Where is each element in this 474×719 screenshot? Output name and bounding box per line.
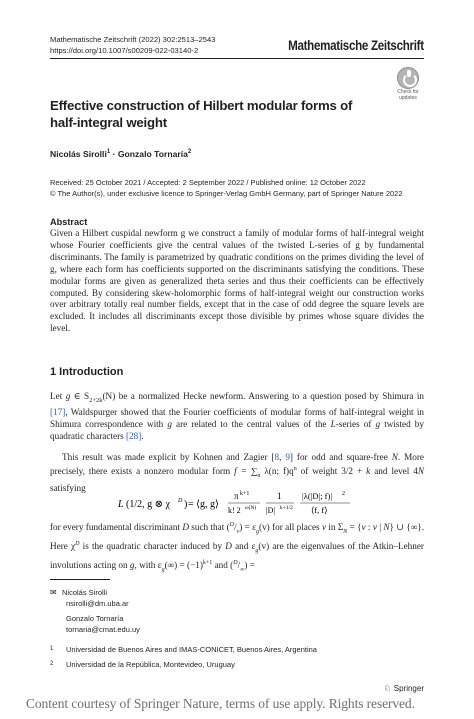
refresh-icon bbox=[397, 67, 419, 89]
svg-text:k+1/2: k+1/2 bbox=[280, 505, 293, 511]
affiliation-footnote: 1 Universidad de Buenos Aires and IMAS-CONICET, Buenos Aires, Argentina bbox=[50, 645, 317, 654]
journal-citation: Mathematische Zeitschrift (2022) 302:2513–2543 bbox=[50, 35, 216, 44]
journal-name: Mathematische Zeitschrift bbox=[288, 38, 424, 53]
svg-text:D: D bbox=[178, 498, 183, 504]
citation-link[interactable]: [28] bbox=[126, 430, 142, 441]
author-list bbox=[50, 149, 191, 159]
abstract-text: Given a Hilbert cuspidal newform g we construct a family of modular forms of half-integral weight whose Fourier coefficients give the central values of the twisted L-series of g by fundamental discriminants. The family is parametrized by quadratic conditions on the primes dividing the level of g, where each form has coefficients supported on the discriminants satisfying the conditions. These modular forms are given as generalized theta series and thus their coefficients can be effectively computed. By considering skew-holomorphic forms of half-integral weight our construction works over arbitrary totally real number fields, except that in the case of odd degree the square levels are excluded. It includes all discriminants except those divisible by primes whose square divides the level. bbox=[50, 228, 424, 334]
correspondence-block bbox=[50, 588, 140, 635]
author-separator: · bbox=[110, 149, 118, 159]
article-title: Effective construction of Hilbert modular forms of half-integral weight bbox=[50, 98, 353, 130]
central-value-formula bbox=[118, 489, 378, 519]
abstract-heading: Abstract bbox=[50, 217, 88, 227]
courtesy-notice: Content courtesy of Springer Nature, terms of use apply. Rights reserved. bbox=[26, 696, 415, 711]
svg-text:): ) bbox=[184, 499, 188, 510]
body-paragraph: Let g ∈ $S_{2+2k}(N)$ be a normalized Hecke newform. Answering to a question posed by Shimura in [17], Waldspurger showed that the Fourier coefficients of modular forms of half-integral weight in Shimura correspondence with g are related to the central values of the L-series of g twisted by quadratic characters [28]. bbox=[50, 391, 424, 441]
contact-email[interactable]: tornaria@cmat.edu.uy bbox=[66, 624, 140, 634]
affiliation-footnote: 2 Universidad de la República, Montevideo, Uruguay bbox=[50, 660, 235, 669]
body-paragraph: for every fundamental discriminant D such that $(^D/_v) = \varepsilon_g(v)$ for all places v in $\Sigma_N = \{v$ : v | N} ∪ {∞}. Here $\chi^D$ is the quadratic character induced by D and $\varepsilon_g(v)$ are the eigenvalues of the Atkin–Lehner involutions acting on g, with $\varepsilon_g(\infty) = (-1)^{k+1}$ and $(^D/_\infty)$ = bbox=[50, 522, 424, 573]
citation-link[interactable]: [17] bbox=[50, 406, 66, 417]
svg-text:⟨f, f⟩: ⟨f, f⟩ bbox=[311, 505, 328, 515]
svg-text:π: π bbox=[234, 491, 239, 501]
section-heading: 1 Introduction bbox=[50, 366, 124, 378]
svg-text:= ⟨g, g⟩: = ⟨g, g⟩ bbox=[188, 499, 219, 510]
citation-link[interactable]: 8 bbox=[274, 452, 280, 462]
contact-email[interactable]: nsirolli@dm.uba.ar bbox=[66, 598, 129, 608]
header-rule bbox=[50, 58, 424, 59]
doi-link[interactable]: https://doi.org/10.1007/s00209-022-03140-2 bbox=[50, 46, 199, 55]
publisher-logo bbox=[383, 684, 424, 694]
copyright-notice: © The Author(s), under exclusive licence to Springer-Verlag GmbH Germany, part of Springer Nature 2022 bbox=[50, 189, 403, 198]
svg-text:k! 2: k! 2 bbox=[228, 506, 241, 515]
svg-text:L: L bbox=[118, 499, 124, 510]
author-name[interactable]: Nicolás Sirolli bbox=[50, 149, 107, 159]
svg-text:1: 1 bbox=[277, 491, 282, 501]
svg-text:2: 2 bbox=[342, 491, 345, 497]
publication-history bbox=[50, 177, 403, 199]
badge-label: Check for updates bbox=[397, 89, 419, 101]
check-for-updates-badge[interactable] bbox=[393, 67, 423, 101]
citation-link[interactable]: 9 bbox=[285, 452, 290, 462]
contact-name: Nicolás Sirolli bbox=[62, 588, 108, 597]
affiliation-marker: 2 bbox=[187, 149, 192, 156]
svg-text:|λ(|D|; f)|: |λ(|D|; f)| bbox=[302, 491, 333, 501]
svg-text:(1/2, g ⊗ χ: (1/2, g ⊗ χ bbox=[126, 499, 170, 510]
svg-text:ω(N): ω(N) bbox=[245, 505, 257, 511]
svg-text:|D|: |D| bbox=[266, 506, 275, 515]
author-name[interactable]: Gonzalo Tornaría bbox=[117, 149, 188, 159]
body-paragraph: This result was made explicit by Kohnen and Zagier [8, 9] for odd and square-free N. More precisely, there exists a nonzero modular form $f = \sum_n$ λ(n; $f)q^n$ of weight 3/2 + k and level 4N satisfying bbox=[50, 452, 425, 493]
footnote-rule bbox=[50, 579, 110, 580]
publisher-name: Springer bbox=[393, 684, 424, 693]
envelope-icon: ✉ bbox=[50, 588, 57, 597]
article-dates: Received: 25 October 2021 / Accepted: 2 September 2022 / Published online: 12 October 2022 bbox=[50, 178, 366, 187]
running-header bbox=[50, 34, 215, 56]
springer-horse-icon: ♘ bbox=[383, 684, 392, 694]
contact-name: Gonzalo Tornaría bbox=[66, 614, 124, 623]
svg-text:k+1: k+1 bbox=[240, 491, 250, 497]
affiliation-marker: 1 bbox=[106, 149, 111, 156]
